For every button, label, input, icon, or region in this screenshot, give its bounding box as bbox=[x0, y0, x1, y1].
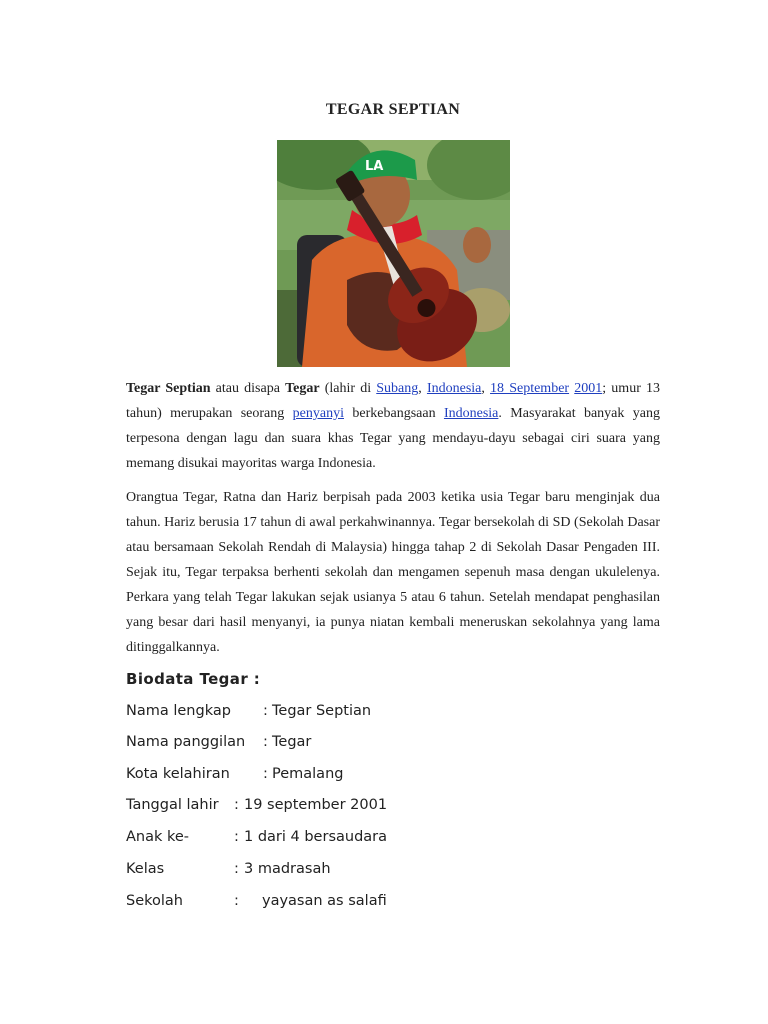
intro-text: berkebangsaan bbox=[344, 406, 444, 421]
biodata-separator: : bbox=[263, 766, 268, 782]
biodata-row-nickname bbox=[126, 734, 312, 754]
biodata-row-class bbox=[126, 861, 331, 881]
biodata-label: Tanggal lahir bbox=[126, 797, 219, 813]
intro-text: , bbox=[418, 381, 427, 396]
page-title: TEGAR SEPTIAN bbox=[325, 101, 461, 118]
biodata-value: Pemalang bbox=[272, 766, 344, 782]
biodata-row-birth-date bbox=[126, 797, 388, 817]
link-singer[interactable]: penyanyi bbox=[292, 406, 344, 421]
biodata-value: Tegar Septian bbox=[272, 703, 372, 719]
biodata-row-school bbox=[126, 893, 387, 913]
biodata-value: 1 dari 4 bersaudara bbox=[244, 829, 388, 845]
link-indonesia-nationality[interactable]: Indonesia bbox=[443, 406, 499, 421]
biodata-separator: : bbox=[234, 893, 239, 909]
biography-paragraph: Orangtua Tegar, Ratna dan Hariz berpisah pada 2003 ketika usia Tegar baru menginjak dua tahun. Hariz berusia 17 tahun di awal perkahwinannya. Tegar bersekolah di SD (Sekolah Dasar atau bersamaan Sekolah Rendah di Malaysia) hingga tahap 2 di Sekolah Dasar Pengaden III. Sejak itu, Tegar terpaksa berhenti sekolah dan mengamen sepenuh masa dengan ukulelenya. Perkara yang telah Tegar lakukan sejak usianya 5 atau 6 tahun. Setelah mendapat penghasilan yang besar dari hasil menyanyi, ia punya niatan kembali meneruskan sekolahnya yang lama ditinggalkannya. bbox=[126, 490, 660, 655]
intro-paragraph bbox=[126, 376, 660, 476]
biodata-value: 19 september 2001 bbox=[244, 797, 388, 813]
biodata-row-child-order bbox=[126, 829, 388, 849]
biodata-label: Kota kelahiran bbox=[126, 766, 230, 782]
intro-text: . Masyarakat banyak yang terpesona dengan lagu dan suara khas Tegar yang mendayu-dayu sebagai ciri suara yang memang disukai mayoritas warga Indonesia. bbox=[126, 406, 660, 471]
link-indonesia[interactable]: Indonesia bbox=[426, 381, 482, 396]
biodata-value: yayasan as salafi bbox=[262, 893, 387, 909]
intro-text: atau disapa bbox=[210, 381, 286, 396]
link-birth-year[interactable]: 2001 bbox=[574, 381, 603, 396]
biodata-row-full-name bbox=[126, 703, 372, 723]
biodata-label: Sekolah bbox=[126, 893, 183, 909]
biodata-separator: : bbox=[263, 703, 268, 719]
svg-text:LA: LA bbox=[365, 159, 384, 174]
intro-text: ; umur 13 tahun) merupakan seorang bbox=[126, 381, 661, 421]
biodata-label: Kelas bbox=[126, 861, 165, 877]
biodata-label: Nama panggilan bbox=[126, 734, 246, 750]
biodata-label: Anak ke- bbox=[126, 829, 190, 845]
biodata-label: Nama lengkap bbox=[126, 703, 231, 719]
biodata-separator: : bbox=[234, 829, 239, 845]
biodata-heading: Biodata Tegar : bbox=[126, 670, 261, 688]
subject-nickname: Tegar bbox=[285, 381, 320, 396]
biodata-row-birth-city bbox=[126, 766, 344, 786]
biodata-separator: : bbox=[234, 861, 239, 877]
link-birth-date[interactable]: 18 September bbox=[490, 381, 570, 396]
biodata-value: Tegar bbox=[272, 734, 312, 750]
intro-text: (lahir di bbox=[319, 381, 377, 396]
link-subang[interactable]: Subang bbox=[376, 381, 419, 396]
biodata-separator: : bbox=[234, 797, 239, 813]
portrait-photo bbox=[277, 140, 510, 367]
subject-name: Tegar Septian bbox=[126, 381, 211, 396]
intro-text: , bbox=[481, 381, 491, 396]
biodata-value: 3 madrasah bbox=[244, 861, 331, 877]
biodata-separator: : bbox=[263, 734, 268, 750]
